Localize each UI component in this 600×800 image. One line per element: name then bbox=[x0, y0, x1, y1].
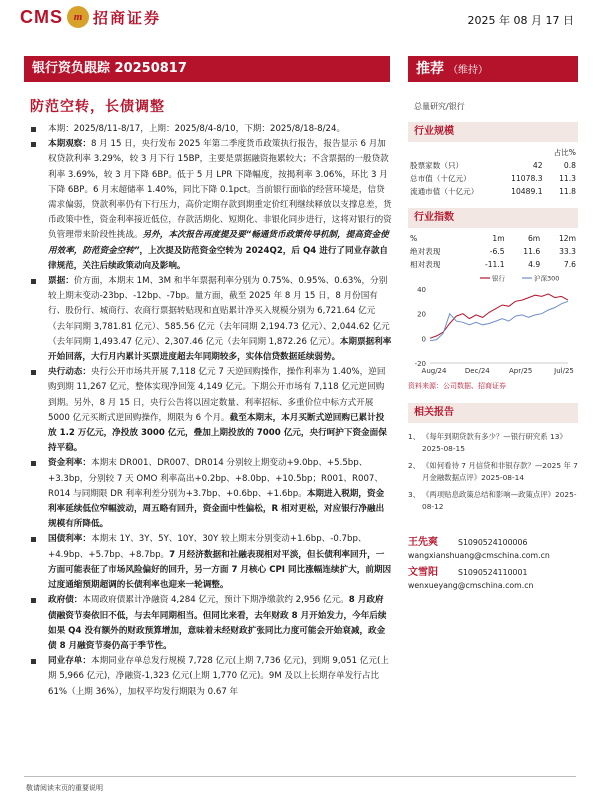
index-head-cell: % bbox=[410, 234, 418, 243]
index-cell: -6.5 bbox=[489, 247, 505, 256]
report-subtitle: 防范空转，长债调整 bbox=[30, 99, 165, 115]
scale-row-value: 11078.3 bbox=[511, 174, 543, 183]
bullet-emphasis: 另外，本次报告再度提及要“畅通货币政策传导机制，提高资金使用效率，防范资金空转” bbox=[48, 230, 389, 256]
index-cell: -11.1 bbox=[484, 260, 505, 269]
bullet-text: 本期末 DR001、DR007、DR014 分别较上期变动+9.0bp、+5.5bp、+3.3bp，分别较 7 天 OMO 利率高出+0.2bp、+8.0bp、+10.5bp；R001、R007、R014 与同期限 DR 利率利差分别为+3.7bp、+0.6bp、+1.6bp。 bbox=[48, 458, 383, 499]
scale-row-label: 股票家数（只） bbox=[410, 161, 464, 170]
analyst-entry bbox=[408, 566, 578, 592]
report-title: 《两项贴息政策总结和影响—政策点评》2025-08-12 bbox=[422, 490, 577, 511]
bullet-text: 本周政府债累计净融资 4,284 亿元，预计下期净缴款约 2,956 亿元。 bbox=[82, 595, 349, 606]
brand-logo bbox=[20, 4, 161, 30]
list-item bbox=[26, 137, 392, 274]
analyst-name: 文雪阳 bbox=[408, 567, 438, 578]
x-tick-label: Dec/24 bbox=[464, 367, 490, 375]
scale-row-value: 42 bbox=[532, 161, 543, 170]
logo-chinese-text: 招商证券 bbox=[93, 8, 162, 27]
reports-section-title: 相关报告 bbox=[408, 403, 578, 423]
rating-banner bbox=[408, 56, 578, 82]
scale-row-label: 流通市值（十亿元） bbox=[410, 187, 479, 196]
bullet-emphasis: 7 月经济数据和社融表现相对平淡，但长债利率回升，一方面可能表征了市场风险偏好的回升，另一方面 7 月核心 CPI 同比涨幅连续扩大，前期因过度通缩预期超调的长债利率也迎来一轮调整。 bbox=[48, 549, 392, 591]
analyst-email[interactable]: wenxueyang@cmschina.com.cn bbox=[408, 581, 534, 590]
x-tick-label: Jul/25 bbox=[554, 367, 574, 375]
x-tick-label: Aug/24 bbox=[421, 367, 447, 375]
report-body bbox=[26, 122, 392, 700]
related-reports-list bbox=[408, 431, 578, 513]
report-number: 1、 bbox=[408, 432, 421, 441]
index-cell: 33.3 bbox=[559, 247, 576, 256]
report-item[interactable] bbox=[408, 489, 578, 513]
report-title: 《每年到期贷款有多少？—银行研究系 13》2025-08-15 bbox=[422, 432, 567, 453]
analyst-license: S1090524100006 bbox=[458, 538, 528, 547]
index-chart bbox=[408, 271, 578, 379]
report-title: 《如何看待 7 月信贷和非银存款？—2025 年 7 月金融数据点评》2025-08-14 bbox=[422, 461, 578, 482]
scale-row-pct: 11.8 bbox=[559, 187, 576, 196]
series-line-0 bbox=[430, 294, 568, 338]
bullet-text: 价方面，本期末 1M、3M 和半年票据利率分别为 0.75%、0.95%、0.63%，分别较上期末变动-23bp、-12bp、-7bp。量方面，截至 2025 年 8 月 15 日，8 月份国有行、股份行、城商行、农商行票据转贴现和直贴累计净买入规模分别为 6,721.64 亿元（去年同期 3,781.81 亿元）、585.56 亿元（去年同期 2,194.73 亿元）、2,044.62 亿元（去年同期 1,493.47 亿元）、2,307.46 亿元（去年同期 1,872.26 亿元）。 bbox=[48, 276, 390, 347]
index-cell: 7.6 bbox=[563, 260, 576, 269]
y-tick-label: 20 bbox=[417, 310, 426, 319]
report-number: 2、 bbox=[408, 461, 421, 470]
scale-section-title: 行业规模 bbox=[408, 122, 578, 142]
bullet-emphasis: 本期票据利率开始回落，大行月内累计买票进度超去年同期较多，实体信贷数据延续弱势。 bbox=[48, 336, 392, 363]
index-cell: 11.6 bbox=[523, 247, 541, 256]
list-item bbox=[26, 654, 392, 700]
index-head-cell: 1m bbox=[492, 234, 505, 243]
logo-cms-text: CMS bbox=[20, 6, 63, 27]
scale-row-pct: 0.8 bbox=[563, 161, 576, 170]
chart-source: 资料来源：公司数据、招商证券 bbox=[408, 382, 506, 390]
bullet-emphasis: 同业存单： bbox=[48, 656, 91, 667]
scale-row-value: 10489.1 bbox=[511, 187, 543, 196]
bullet-emphasis: 截至本期末，本月买断式逆回购已累计投放 1.2 万亿元，净投放 3000 亿元，叠加上期投放的 7000 亿元，央行呵护下资金面保持平稳。 bbox=[48, 412, 387, 454]
list-item bbox=[26, 122, 392, 137]
table-row bbox=[408, 185, 578, 198]
analyst-entry bbox=[408, 536, 578, 562]
footer-divider bbox=[24, 776, 576, 777]
scale-row-label: 总市值（十亿元） bbox=[410, 174, 471, 183]
index-section-title: 行业指数 bbox=[408, 208, 578, 228]
bullet-text: 央行公开市场共开展 7,118 亿元 7 天逆回购操作，操作利率为 1.40%，逆回购到期 11,267 亿元，整体实现净回笼 4,149 亿元。下期公开市场有 7,118 亿元逆回购到期。另外，8 月 15 日，央行公告将以固定数量、利率招标、多重价位中标方式开展 5000 亿元买断式逆回购操作，期限为 6 个月。 bbox=[48, 367, 386, 423]
scale-row-pct: 11.3 bbox=[559, 174, 576, 183]
index-table bbox=[408, 232, 578, 271]
list-item bbox=[26, 365, 392, 456]
report-number: 3、 bbox=[408, 490, 421, 499]
sidebar bbox=[408, 122, 578, 592]
bullet-emphasis: 本期进入税期，资金利率延续低位窄幅波动，周五略有回升，资金面中性偏松，R 相对更松，对应银行净融出规模有所降低。 bbox=[48, 488, 385, 530]
bullet-emphasis: 资金利率： bbox=[48, 458, 91, 469]
y-tick-label: -20 bbox=[414, 360, 426, 368]
bullet-emphasis: 央行动态： bbox=[48, 367, 91, 378]
analyst-name: 王先爽 bbox=[408, 537, 438, 548]
bullet-text: 本期末 1Y、3Y、5Y、10Y、30Y 较上期末分别变动+1.6bp、-0.7bp、+4.9bp、+5.7bp、+8.7bp。 bbox=[48, 534, 367, 560]
index-chart-svg bbox=[408, 271, 578, 379]
bullet-text: 本期同业存单总发行规模 7,728 亿元(上期 7,736 亿元)，到期 9,051 亿元(上期 5,966 亿元)，净融资-1,323 亿元(上期 1,770 亿元)。9M 及以上长期存单发行占比 61%（上期 36%），加权平均发行期限为 0.67 年 bbox=[48, 656, 389, 697]
logo-mark-icon: m bbox=[67, 6, 89, 28]
index-row-label: 绝对表现 bbox=[410, 247, 441, 256]
table-row bbox=[408, 258, 578, 271]
analysts-block bbox=[408, 536, 578, 592]
table-header-row bbox=[408, 232, 578, 245]
analyst-email[interactable]: wangxianshuang@cmschina.com.cn bbox=[408, 551, 550, 560]
bullet-emphasis: 8 月政府债融资节奏依旧不低，与去年同期相当。但同比来看，去年财政 8 月开始发力，今年后续如果 Q4 没有额外的财政预算增加，意味着未经财政扩张同比力度可能会开始衰减，政金债 8 月融资节奏仍高于季节性。 bbox=[48, 595, 387, 651]
scale-table bbox=[408, 146, 578, 198]
bullet-emphasis: 国债利率： bbox=[48, 534, 91, 545]
y-tick-label: 0 bbox=[421, 335, 426, 344]
top-bar bbox=[0, 0, 600, 34]
bullet-text: 8 月 15 日，央行发布 2025 年第二季度货币政策执行报告，报告显示 6 月加权贷款利率 3.29%，较 3 月下行 15BP，主要是票据融资拖累较大；不含票据的一般贷款利率 3.69%，较 3 月下降 6BP。低于 5 月 LPR 下降幅度，按揭利率 3.06%，环比 3 月下降 6BP。6 月末超储率 1.40%，同比下降 0.1pct。当前银行面临的经营环境是，信贷需求偏弱，贷款利率仍有下行压力，高价定期存款到期重定价红利继续释放以支撑息差，货币政策中性，资金利率接近低位，存款活期化、短期化、非银化同步进行，这将对银行的资负管理带来阶段性挑战。 bbox=[48, 139, 392, 241]
report-title-banner: 银行资负跟踪 20250817 bbox=[24, 56, 390, 82]
report-date: 2025 年 08 月 17 日 bbox=[467, 14, 574, 27]
index-head-cell: 12m bbox=[558, 234, 576, 243]
rating-note: （维持） bbox=[448, 65, 488, 76]
report-item[interactable] bbox=[408, 460, 578, 484]
bullet-emphasis: ，上次提及防范资金空转为 2024Q2，后 Q4 进行了同业存款自律规范，关注后续政策动向及影响。 bbox=[48, 245, 389, 271]
list-item bbox=[26, 593, 392, 654]
rating-label: 推荐 bbox=[416, 61, 444, 77]
y-tick-label: 40 bbox=[417, 286, 426, 294]
table-row bbox=[408, 159, 578, 172]
scale-unit: 占比% bbox=[553, 148, 576, 157]
bullet-emphasis: 票据： bbox=[48, 276, 74, 287]
bullet-emphasis: 政府债： bbox=[48, 595, 83, 606]
report-item[interactable] bbox=[408, 431, 578, 455]
table-row bbox=[408, 245, 578, 258]
footer-note: 敬请阅读末页的重要说明 bbox=[26, 784, 103, 792]
bullet-text: 本期：2025/8/11-8/17，上期：2025/8/4-8/10，下期：2025/8/18-8/24。 bbox=[48, 124, 346, 134]
index-head-cell: 6m bbox=[527, 234, 541, 243]
x-tick-label: Apr/25 bbox=[508, 367, 533, 375]
list-item bbox=[26, 456, 392, 532]
legend-label: 银行 bbox=[492, 274, 505, 283]
list-item bbox=[26, 274, 392, 365]
index-row-label: 相对表现 bbox=[410, 260, 441, 269]
sector-label: 总量研究/银行 bbox=[414, 102, 465, 111]
analyst-license: S1090524110001 bbox=[458, 568, 528, 577]
legend-label: 沪深300 bbox=[534, 274, 560, 283]
table-row bbox=[408, 172, 578, 185]
index-cell: 4.9 bbox=[528, 260, 541, 269]
list-item bbox=[26, 532, 392, 593]
bullet-list bbox=[26, 122, 392, 700]
bullet-emphasis: 本期观察： bbox=[48, 139, 91, 150]
